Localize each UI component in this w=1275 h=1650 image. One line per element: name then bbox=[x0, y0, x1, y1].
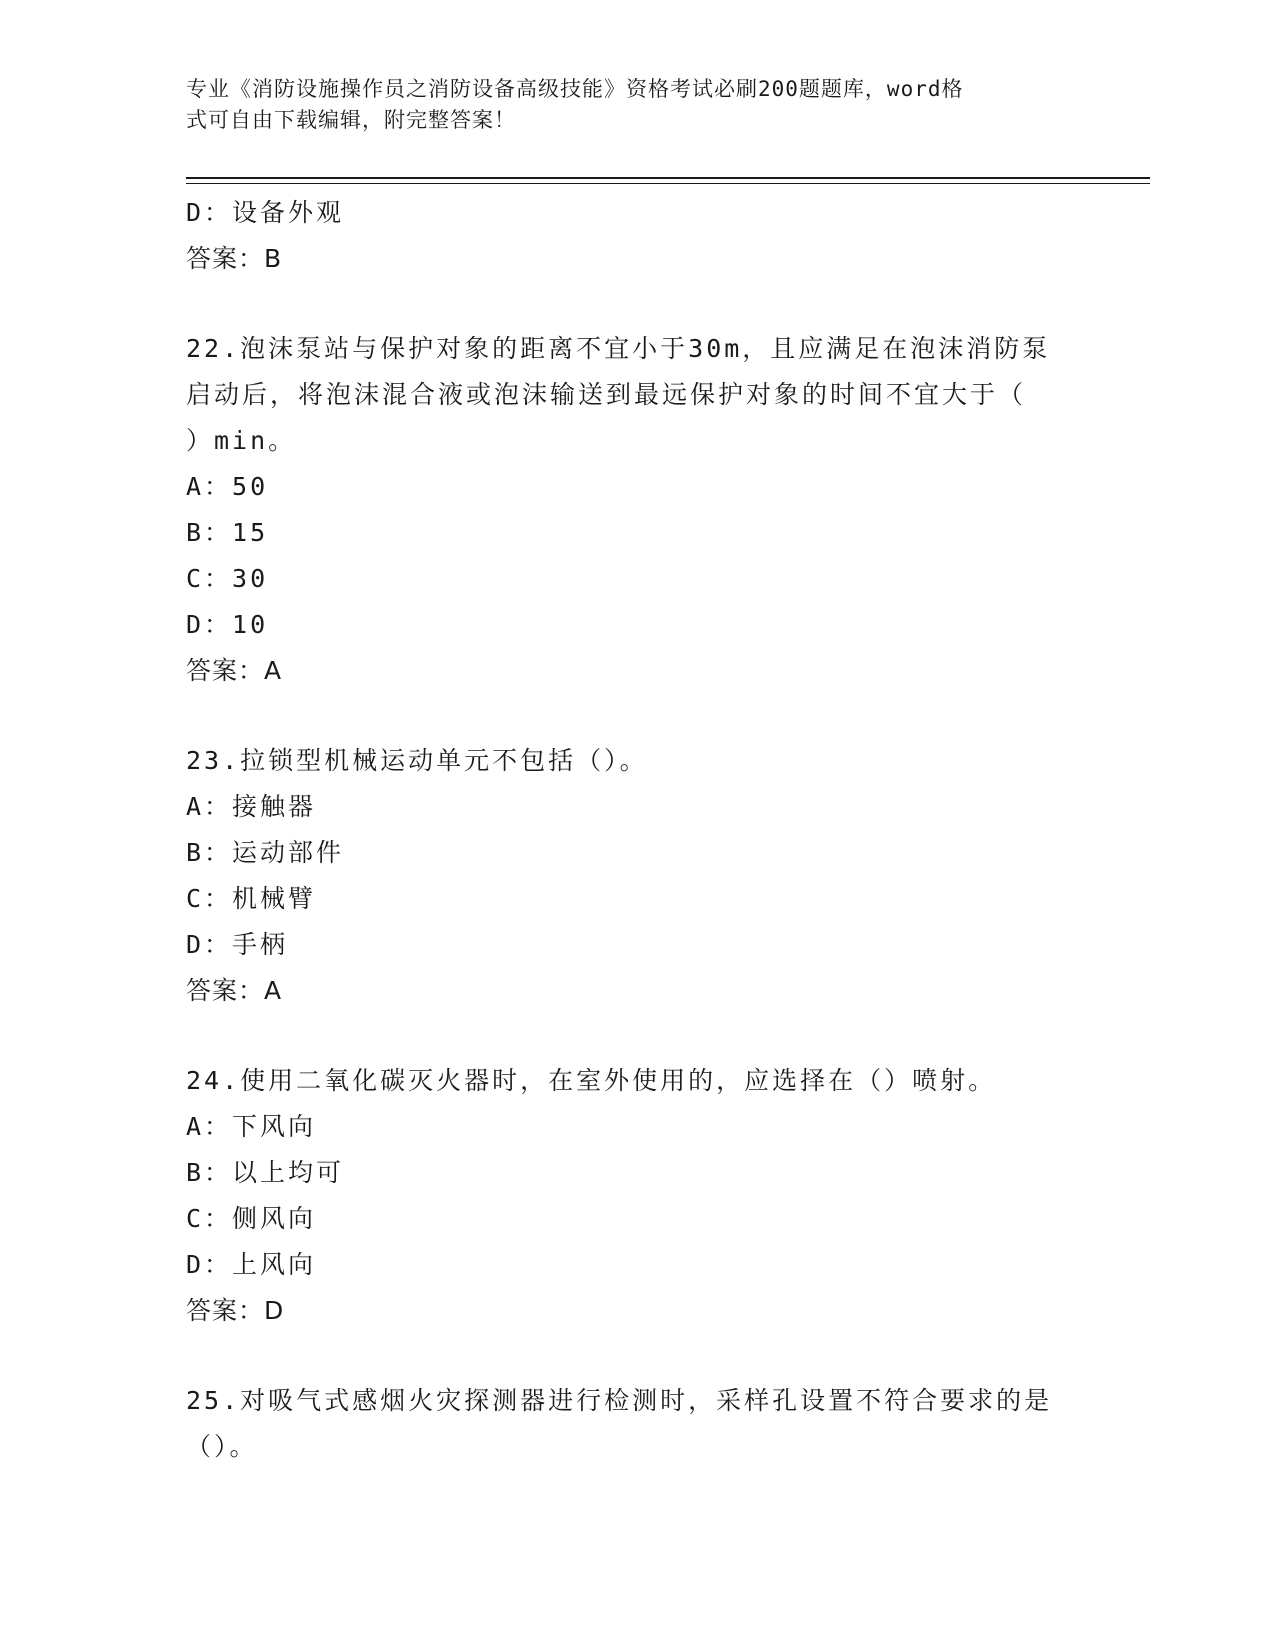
question-text-line: 23.拉锁型机械运动单元不包括（）。 bbox=[186, 746, 648, 775]
spacer bbox=[186, 1014, 1076, 1058]
header-line-1: 专业《消防设施操作员之消防设备高级技能》资格考试必刷200题题库，word格 bbox=[186, 77, 964, 101]
option-a: A：50 bbox=[186, 472, 269, 501]
option-a: A：接触器 bbox=[186, 792, 317, 821]
spacer bbox=[186, 694, 1076, 738]
question-text-line: 25.对吸气式感烟火灾探测器进行检测时，采样孔设置不符合要求的是 bbox=[186, 1386, 1053, 1415]
question-text-line: ）min。 bbox=[186, 426, 297, 455]
document-body bbox=[186, 190, 1076, 1470]
option-c: C：机械臂 bbox=[186, 884, 317, 913]
question-24 bbox=[186, 1058, 1076, 1334]
answer-line: 答案：A bbox=[186, 656, 283, 685]
answer-line: 答案：B bbox=[186, 244, 283, 273]
spacer bbox=[186, 1334, 1076, 1378]
question-text-line: 启动后，将泡沫混合液或泡沫输送到最远保护对象的时间不宜大于（ bbox=[186, 380, 1027, 409]
question-text-line: 24.使用二氧化碳灭火器时，在室外使用的，应选择在（）喷射。 bbox=[186, 1066, 997, 1095]
option-d: D：10 bbox=[186, 610, 269, 639]
option-d: D：设备外观 bbox=[186, 198, 345, 227]
question-23 bbox=[186, 738, 1076, 1014]
option-b: B：15 bbox=[186, 518, 269, 547]
question-21-tail bbox=[186, 190, 1076, 282]
option-d: D：手柄 bbox=[186, 930, 289, 959]
document-header bbox=[186, 74, 1066, 136]
spacer bbox=[186, 282, 1076, 326]
option-b: B：以上均可 bbox=[186, 1158, 345, 1187]
answer-line: 答案：D bbox=[186, 1296, 285, 1325]
question-25 bbox=[186, 1378, 1076, 1470]
header-divider-thin bbox=[186, 183, 1150, 184]
option-c: C：侧风向 bbox=[186, 1204, 317, 1233]
question-text-line: （）。 bbox=[186, 1432, 258, 1461]
header-divider-thick bbox=[186, 177, 1150, 179]
option-a: A：下风向 bbox=[186, 1112, 317, 1141]
question-text-line: 22.泡沫泵站与保护对象的距离不宜小于30m，且应满足在泡沫消防泵 bbox=[186, 334, 1051, 363]
option-b: B：运动部件 bbox=[186, 838, 345, 867]
answer-line: 答案：A bbox=[186, 976, 283, 1005]
question-22 bbox=[186, 326, 1076, 694]
option-c: C：30 bbox=[186, 564, 269, 593]
header-line-2: 式可自由下载编辑，附完整答案！ bbox=[186, 108, 516, 132]
option-d: D：上风向 bbox=[186, 1250, 317, 1279]
